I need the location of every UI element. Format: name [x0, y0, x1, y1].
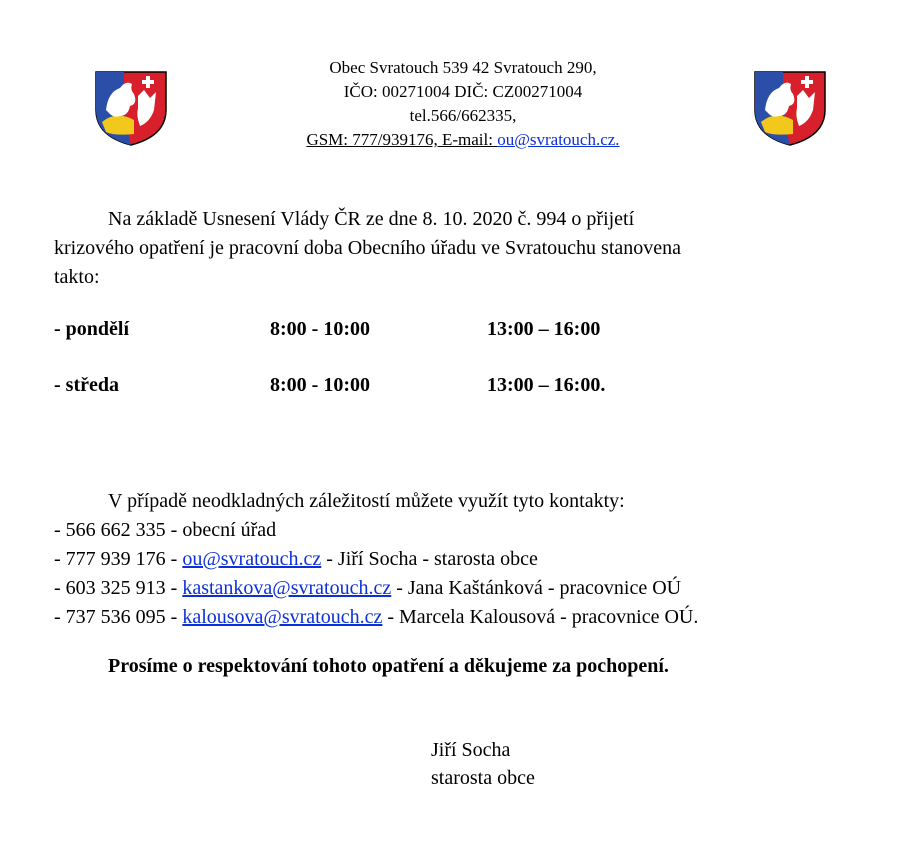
- contact-row: [54, 516, 698, 545]
- intro-paragraph: [54, 205, 681, 292]
- intro-line-1: Na základě Usnesení Vlády ČR ze dne 8. 10. 2020 č. 994 o přijetí: [108, 208, 635, 230]
- contact-text: - Jana Kaštánková - pracovnice OÚ: [391, 577, 682, 599]
- contacts-intro: V případě neodkladných záležitostí můžete využít tyto kontakty:: [108, 490, 625, 512]
- header-line-gsm: [238, 128, 688, 152]
- contact-text: - 603 325 913 -: [54, 577, 183, 599]
- header-line-address: Obec Svratouch 539 42 Svratouch 290,: [329, 58, 597, 77]
- contacts-section: [54, 487, 698, 632]
- contact-row: [54, 545, 698, 574]
- contact-text: - Marcela Kalousová - pracovnice OÚ.: [382, 606, 699, 628]
- header-line-ico: IČO: 00271004 DIČ: CZ00271004: [343, 82, 583, 101]
- contact-text: - 777 939 176 -: [54, 548, 183, 570]
- schedule-day-monday: - pondělí: [54, 318, 130, 340]
- coat-of-arms-icon: [94, 70, 168, 146]
- header-line-phone: tel.566/662335,: [409, 106, 517, 125]
- schedule-morning-monday: 8:00 - 10:00: [270, 318, 370, 340]
- contact-text: - Jiří Socha - starosta obce: [321, 548, 538, 570]
- closing-statement: Prosíme o respektování tohoto opatření a děkujeme za pochopení.: [108, 655, 669, 677]
- intro-line-3: takto:: [54, 266, 100, 288]
- contact-row: [54, 603, 698, 632]
- intro-line-2: krizového opatření je pracovní doba Obecního úřadu ve Svratouchu stanovena: [54, 237, 682, 259]
- contact-email-link[interactable]: kastankova@svratouch.cz: [182, 577, 392, 599]
- contact-email-link[interactable]: ou@svratouch.cz: [182, 548, 322, 570]
- letterhead: [238, 56, 688, 152]
- contact-row: [54, 574, 698, 603]
- header-gsm-text: GSM: 777/939176, E-mail:: [306, 130, 498, 149]
- contact-text: - 566 662 335 - obecní úřad: [54, 519, 277, 541]
- signature-title: starosta obce: [431, 767, 535, 789]
- coat-of-arms-icon: [753, 70, 827, 146]
- contact-text: - 737 536 095 -: [54, 606, 183, 628]
- schedule-afternoon-wednesday: 13:00 – 16:00.: [487, 374, 606, 396]
- header-email-link[interactable]: ou@svratouch.cz.: [497, 130, 620, 149]
- schedule-afternoon-monday: 13:00 – 16:00: [487, 318, 601, 340]
- schedule-morning-wednesday: 8:00 - 10:00: [270, 374, 370, 396]
- schedule-day-wednesday: - středa: [54, 374, 119, 396]
- contact-email-link[interactable]: kalousova@svratouch.cz: [182, 606, 383, 628]
- signature-name: Jiří Socha: [431, 739, 511, 761]
